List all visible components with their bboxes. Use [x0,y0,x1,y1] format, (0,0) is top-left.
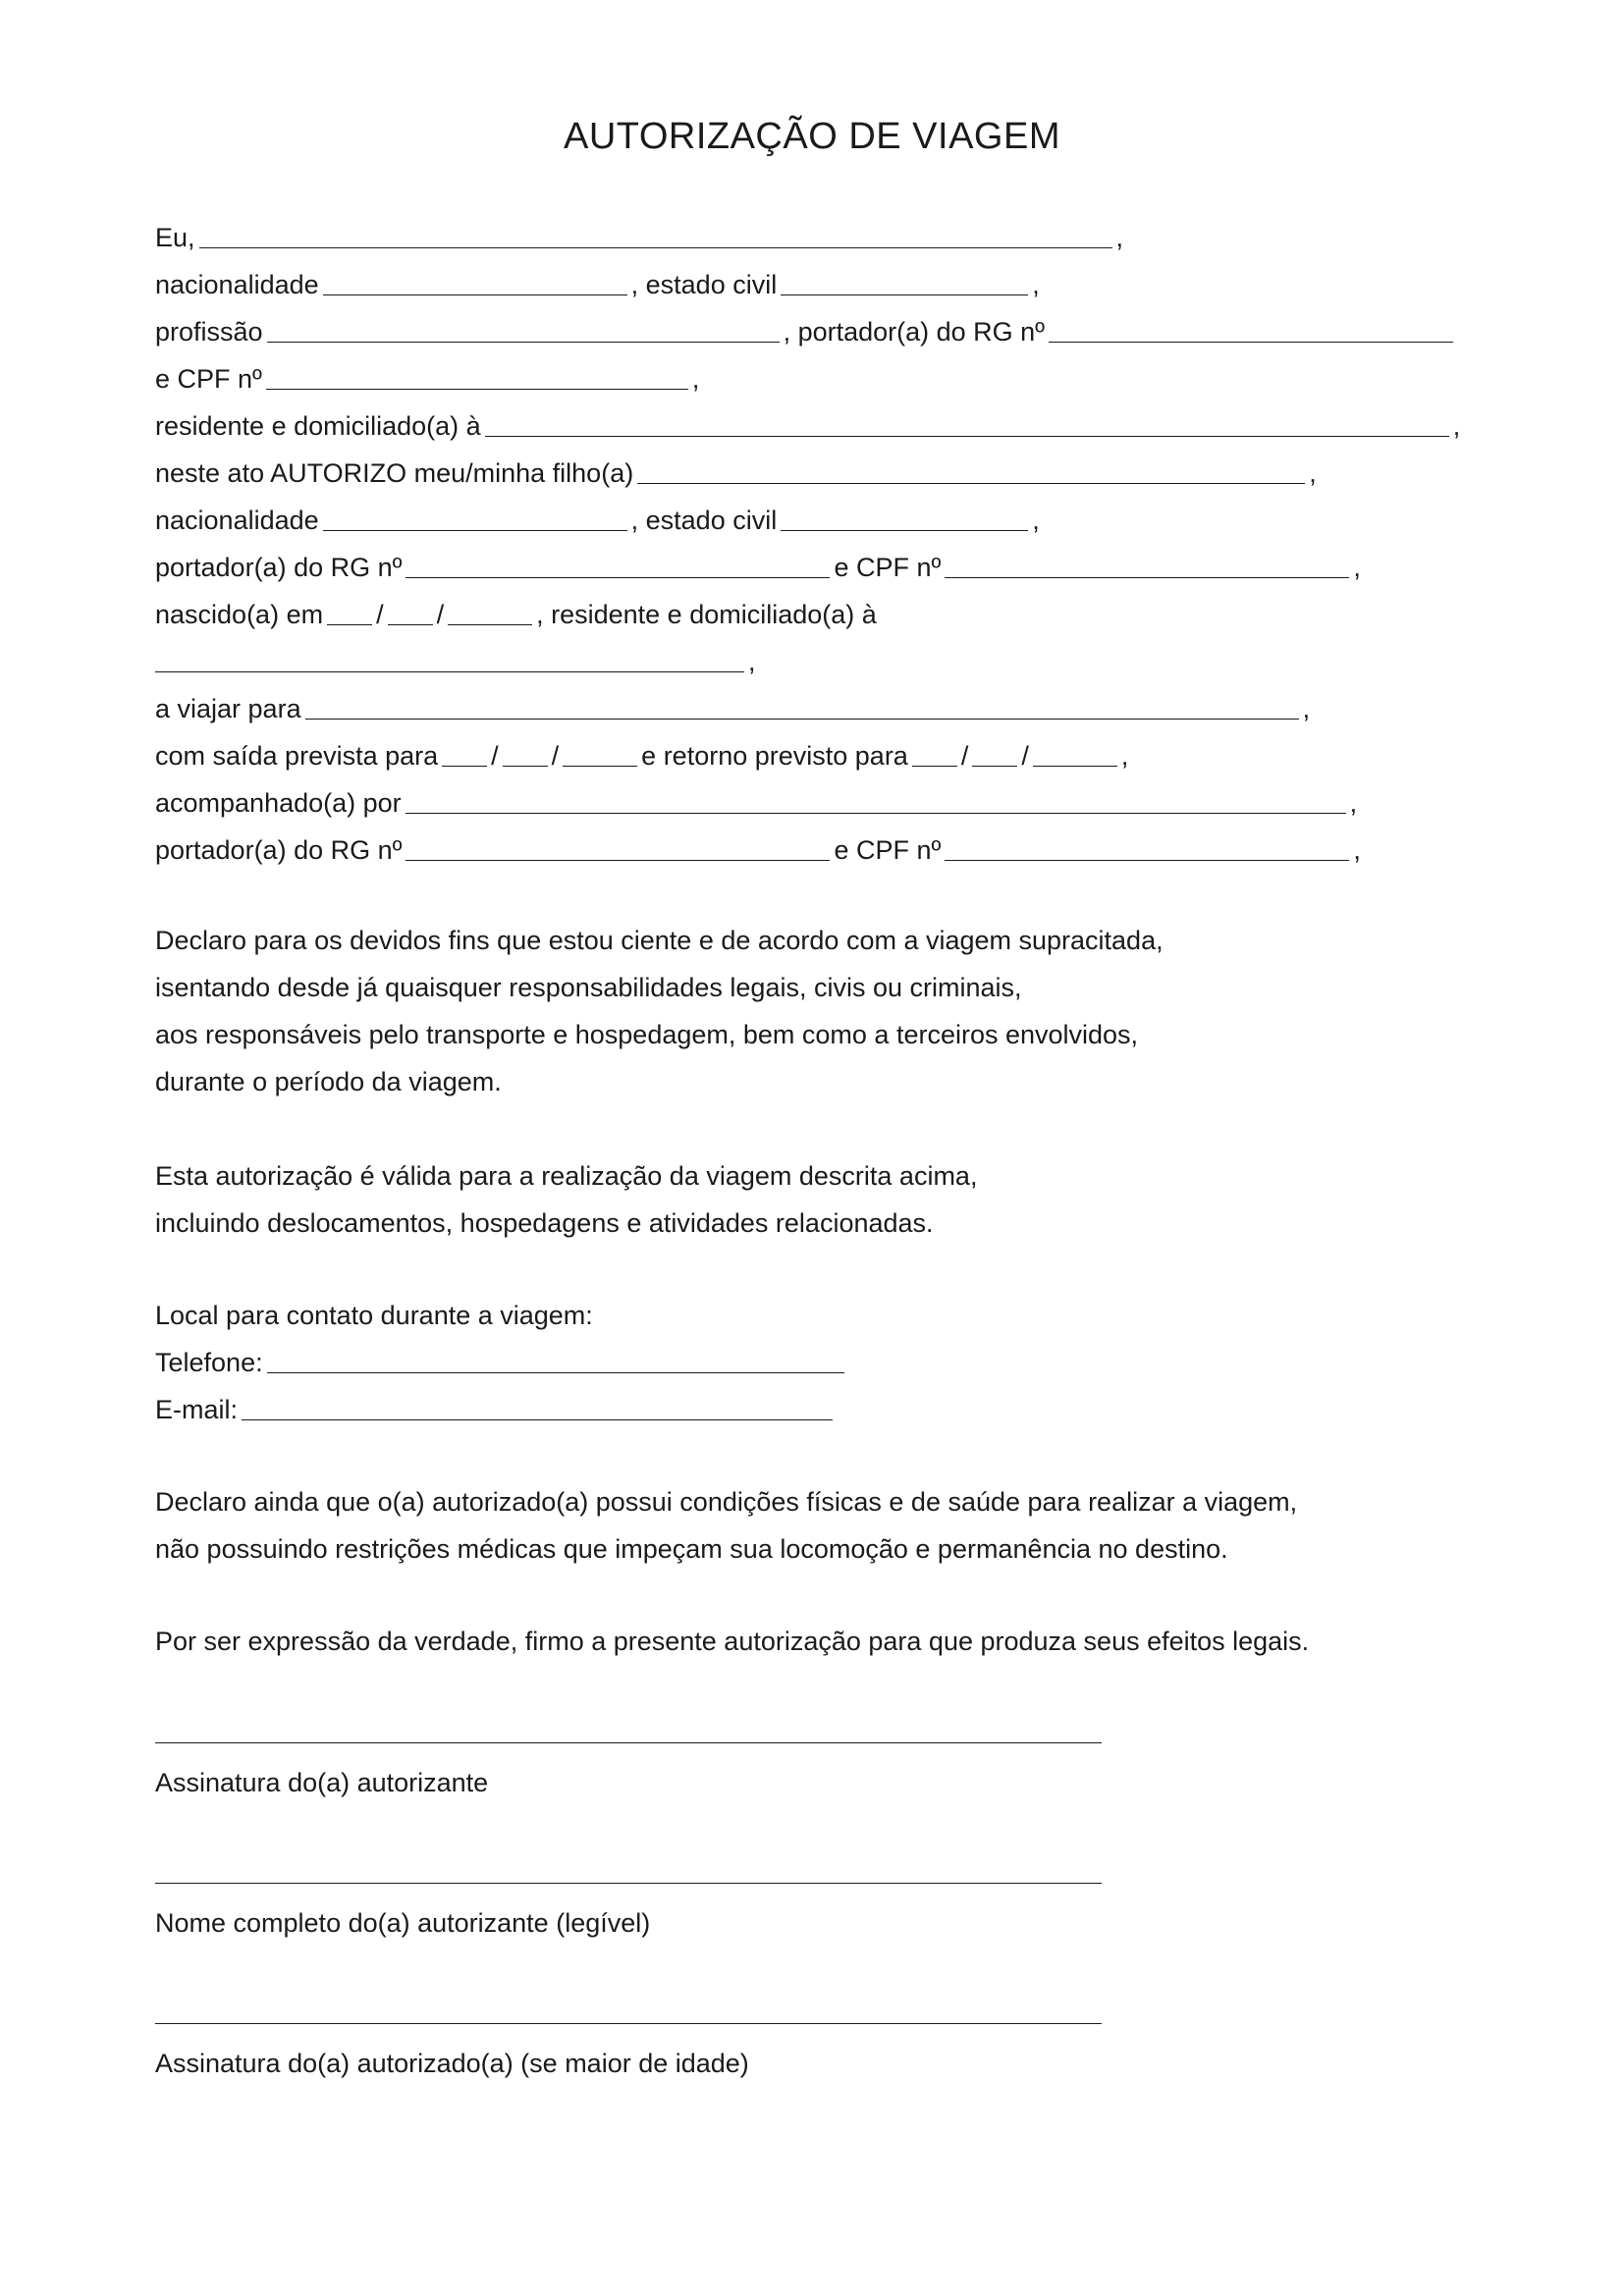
cpf-field-blank[interactable] [266,365,688,390]
declaracao-saude-line: Declaro ainda que o(a) autorizado(a) possui condições físicas e de saúde para realizar a viagem, [155,1487,1298,1517]
signature-caption-autorizado: Assinatura do(a) autorizado(a) (se maior de idade) [155,2049,749,2078]
slash: / [551,741,560,771]
form-line-eu [155,218,1123,257]
comma: , [691,364,700,394]
slash: / [960,741,969,771]
document-title: AUTORIZAÇÃO DE VIAGEM [564,116,1060,157]
label-portador-rg: portador(a) do RG nº [155,835,403,865]
declaracao-line: durante o período da viagem. [155,1067,502,1096]
rg-field-blank[interactable] [1049,318,1453,343]
name-field-blank[interactable] [199,224,1112,248]
nacionalidade-field-blank[interactable] [323,507,627,531]
retorno-dia-field-blank[interactable] [912,742,957,767]
form-line-profissao [155,312,1457,351]
label-retorno: e retorno previsto para [641,741,908,771]
slash: / [1021,741,1029,771]
estado-civil-field-blank[interactable] [781,271,1028,295]
label-cpf: e CPF nº [834,835,942,865]
label-nacionalidade: nacionalidade [155,506,319,535]
form-line-nacionalidade-2 [155,501,1040,540]
declaracao-line: Declaro para os devidos fins que estou ciente e de acordo com a viagem supracitada, [155,926,1164,955]
form-line-acompanhante [155,783,1357,823]
label-portador-rg: portador(a) do RG nº [155,553,403,582]
ano-field-blank[interactable] [448,601,532,625]
comma: , [1353,835,1361,865]
email-field-blank[interactable] [242,1396,833,1420]
cpf-field-blank[interactable] [945,836,1349,861]
comma: , [1032,506,1040,535]
contato-heading: Local para contato durante a viagem: [155,1301,593,1330]
slash: / [376,600,384,629]
declaracao-line: isentando desde já quaisquer responsabilidades legais, civis ou criminais, [155,973,1022,1002]
rg-field-blank[interactable] [406,554,830,578]
comma: , [1452,411,1461,441]
signature-line-autorizante[interactable] [155,1742,1102,1743]
signature-line-nome[interactable] [155,1883,1102,1884]
form-line-nascimento [155,595,877,634]
signature-caption-nome: Nome completo do(a) autorizante (legível) [155,1908,651,1938]
form-line-destino [155,689,1310,728]
label-saida: com saída prevista para [155,741,439,771]
form-line-email [155,1390,837,1429]
endereco-field-blank[interactable] [485,412,1449,437]
label-eu: Eu, [155,223,195,252]
label-portador-rg: , portador(a) do RG nº [783,317,1046,347]
slash: / [436,600,445,629]
label-cpf: e CPF nº [834,553,942,582]
label-nascido: nascido(a) em [155,600,324,629]
label-estado-civil: , estado civil [630,506,778,535]
comma: , [1349,788,1358,818]
label-nacionalidade: nacionalidade [155,270,319,299]
validade-line: incluindo deslocamentos, hospedagens e atividades relacionadas. [155,1208,934,1238]
retorno-mes-field-blank[interactable] [972,742,1017,767]
label-cpf: e CPF nº [155,364,262,394]
declaracao-saude-line: não possuindo restrições médicas que impeçam sua locomoção e permanência no destino. [155,1534,1228,1564]
label-viajar: a viajar para [155,694,301,723]
telefone-field-blank[interactable] [267,1349,844,1373]
mes-field-blank[interactable] [388,601,433,625]
comma: , [1353,553,1361,582]
saida-dia-field-blank[interactable] [442,742,487,767]
form-line-cpf [155,359,699,399]
profissao-field-blank[interactable] [267,318,780,343]
label-estado-civil: , estado civil [630,270,778,299]
comma: , [1120,741,1129,771]
validade-line: Esta autorização é válida para a realização da viagem descrita acima, [155,1161,978,1191]
label-acompanhado: acompanhado(a) por [155,788,402,818]
comma: , [1309,458,1317,488]
filho-nome-field-blank[interactable] [637,459,1305,484]
label-residente: residente e domiciliado(a) à [155,411,481,441]
acompanhante-field-blank[interactable] [406,789,1346,814]
form-line-rg-cpf-2 [155,830,1361,870]
dia-field-blank[interactable] [327,601,372,625]
form-line-datas [155,736,1128,775]
label-telefone: Telefone: [155,1348,263,1377]
saida-ano-field-blank[interactable] [563,742,637,767]
endereco-filho-field-blank[interactable] [155,648,744,672]
estado-civil-field-blank[interactable] [781,507,1028,531]
form-line-autorizo [155,454,1317,493]
rg-field-blank[interactable] [406,836,830,861]
form-line-rg-cpf-1 [155,548,1361,587]
saida-mes-field-blank[interactable] [503,742,548,767]
label-residente-inline: , residente e domiciliado(a) à [536,600,877,629]
label-profissao: profissão [155,317,263,347]
comma: , [1032,270,1040,299]
form-line-residente [155,406,1460,446]
comma: , [1115,223,1124,252]
form-line-telefone [155,1343,848,1382]
retorno-ano-field-blank[interactable] [1033,742,1117,767]
verdade-statement: Por ser expressão da verdade, firmo a presente autorização para que produza seus efeitos legais. [155,1627,1310,1656]
label-neste-ato: neste ato AUTORIZO meu/minha filho(a) [155,458,634,488]
form-line-nacionalidade-1 [155,265,1040,304]
declaracao-line: aos responsáveis pelo transporte e hospedagem, bem como a terceiros envolvidos, [155,1020,1139,1049]
label-email: E-mail: [155,1395,239,1424]
signature-line-autorizado[interactable] [155,2023,1102,2024]
comma: , [1302,694,1311,723]
form-line-endereco-filho [155,642,756,681]
comma: , [748,647,756,676]
cpf-field-blank[interactable] [945,554,1349,578]
signature-caption-autorizante: Assinatura do(a) autorizante [155,1768,489,1797]
slash: / [491,741,499,771]
destino-field-blank[interactable] [305,695,1299,720]
nacionalidade-field-blank[interactable] [323,271,627,295]
